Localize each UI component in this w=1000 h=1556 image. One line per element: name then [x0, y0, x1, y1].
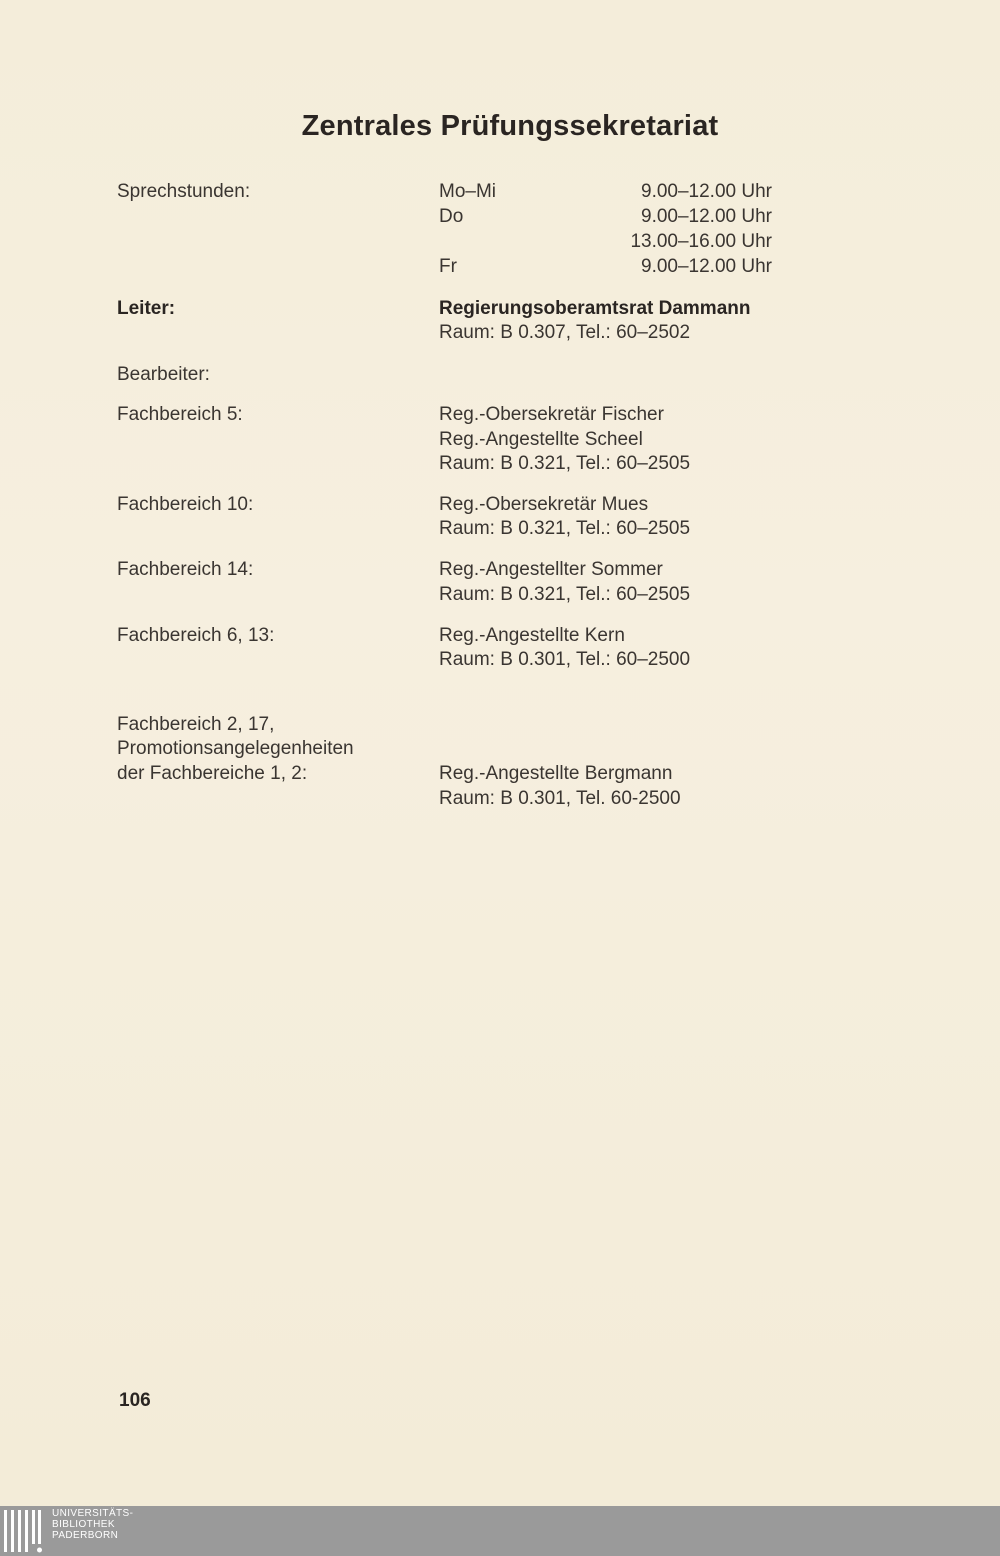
library-footer	[0, 1506, 1000, 1556]
office-hours-time: 13.00–16.00 Uhr	[630, 231, 772, 252]
page-number: 106	[119, 1390, 151, 1411]
page-title: Zentrales Prüfungssekretariat	[301, 110, 719, 142]
staff-name: Reg.-Obersekretär Mues	[439, 494, 649, 515]
office-hours-day: Mo–Mi	[439, 181, 497, 202]
staff-room: Raum: B 0.301, Tel. 60-2500	[439, 788, 681, 809]
office-hours-time: 9.00–12.00 Uhr	[641, 181, 772, 202]
staff-name: Reg.-Angestellter Sommer	[439, 559, 663, 580]
staff-name: Reg.-Angestellte Bergmann	[439, 763, 673, 784]
library-name-line: UNIVERSITÄTS-	[52, 1508, 134, 1519]
office-hours-day: Do	[439, 206, 464, 227]
staff-room: Raum: B 0.301, Tel.: 60–2500	[439, 649, 691, 670]
library-name-line: BIBLIOTHEK	[52, 1519, 115, 1530]
department-label: Fachbereich 6, 13:	[117, 625, 275, 646]
department-label: Fachbereich 5:	[117, 404, 243, 425]
department-label: Fachbereich 2, 17,	[117, 714, 275, 735]
office-hours-day: Fr	[439, 256, 457, 277]
office-hours-time: 9.00–12.00 Uhr	[641, 256, 772, 277]
staff-name: Reg.-Obersekretär Fischer	[439, 404, 664, 425]
staff-name: Reg.-Angestellte Kern	[439, 625, 625, 646]
staff-label: Bearbeiter:	[117, 364, 210, 385]
department-label: Promotionsangelegenheiten	[117, 738, 354, 759]
head-room: Raum: B 0.307, Tel.: 60–2502	[439, 322, 691, 343]
library-logo-icon	[0, 1506, 48, 1556]
head-name: Regierungsoberamtsrat Dammann	[439, 298, 751, 319]
staff-room: Raum: B 0.321, Tel.: 60–2505	[439, 584, 691, 605]
staff-room: Raum: B 0.321, Tel.: 60–2505	[439, 518, 691, 539]
staff-name: Reg.-Angestellte Scheel	[439, 429, 643, 450]
library-name	[52, 1508, 133, 1541]
department-label: der Fachbereiche 1, 2:	[117, 763, 308, 784]
department-label: Fachbereich 10:	[117, 494, 254, 515]
head-label: Leiter:	[117, 298, 176, 319]
department-label: Fachbereich 14:	[117, 559, 254, 580]
library-name-line: PADERBORN	[52, 1530, 119, 1541]
staff-room: Raum: B 0.321, Tel.: 60–2505	[439, 453, 691, 474]
office-hours-label: Sprechstunden:	[117, 181, 251, 202]
office-hours-time: 9.00–12.00 Uhr	[641, 206, 772, 227]
